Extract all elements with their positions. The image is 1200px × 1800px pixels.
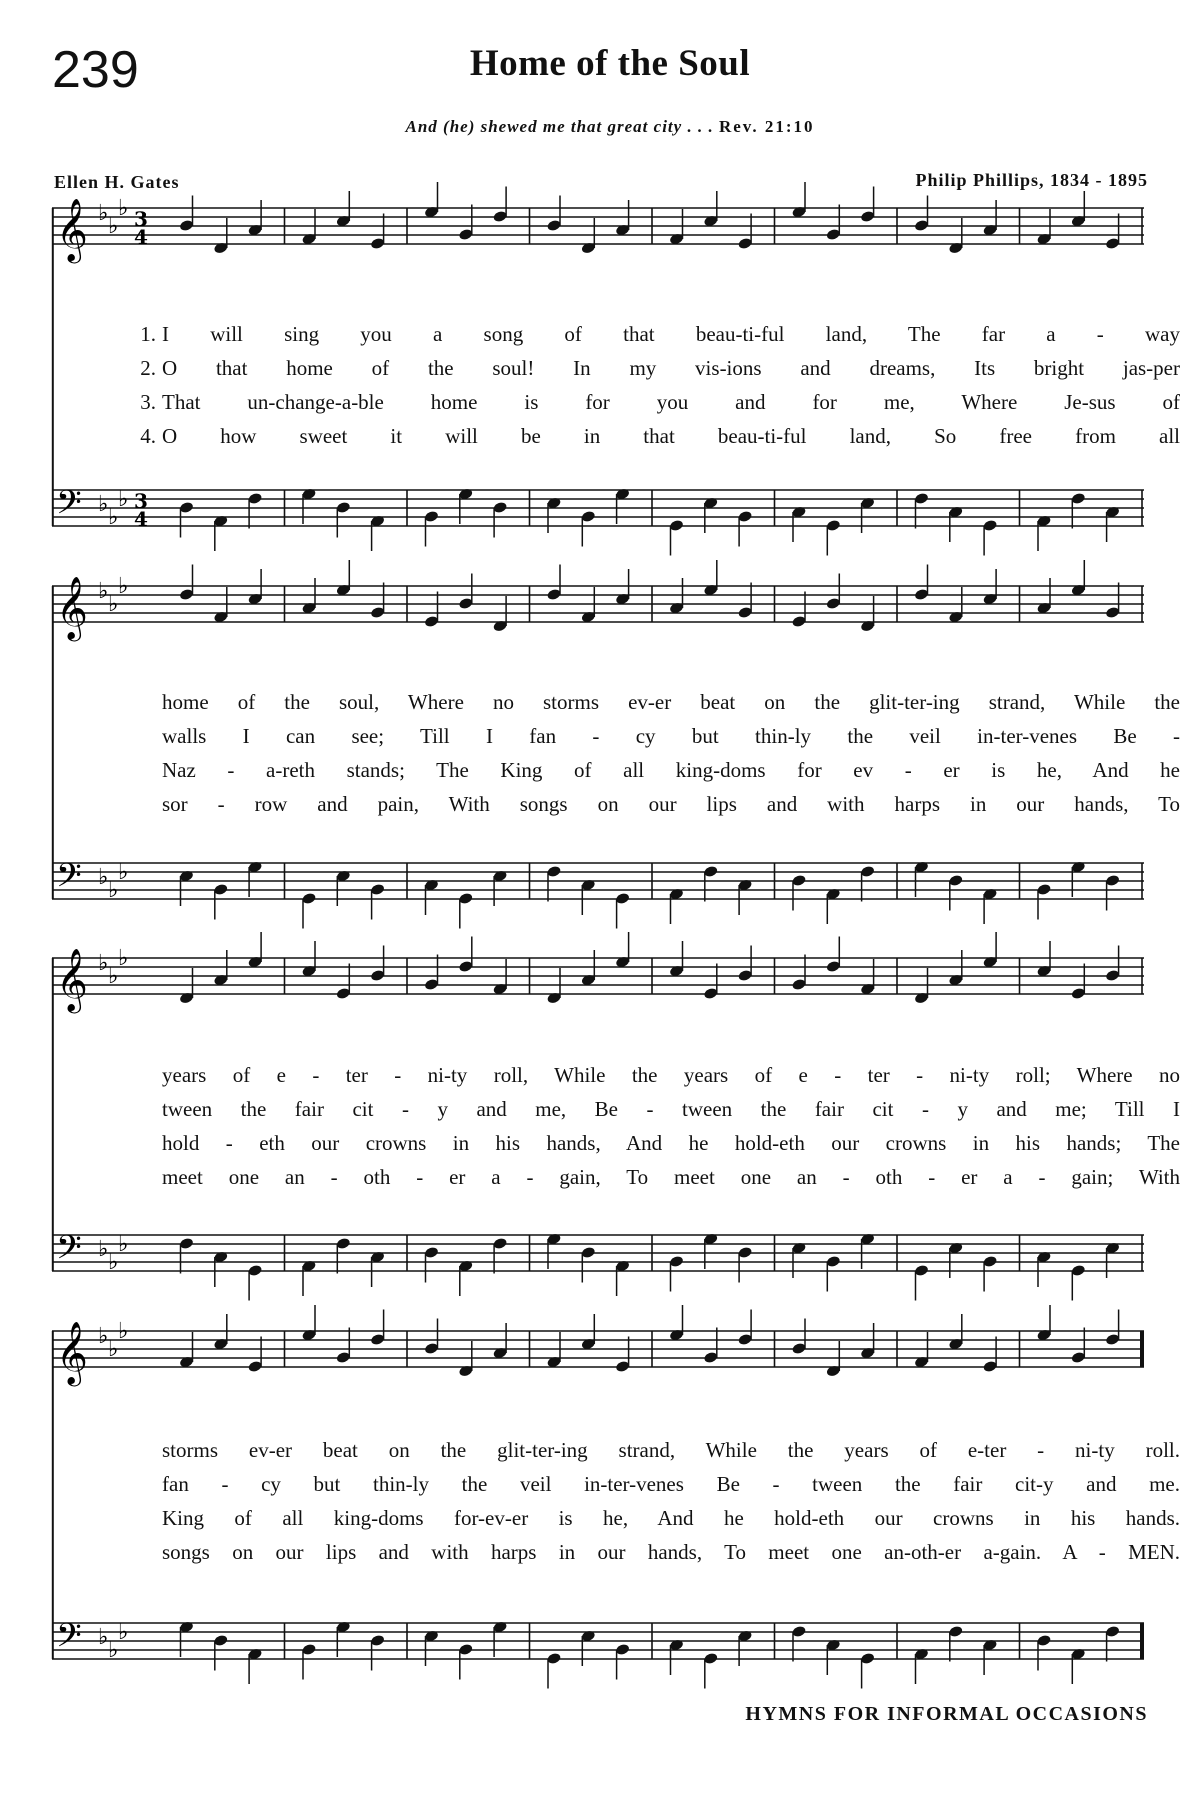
flat-icon: ♭ xyxy=(108,214,119,239)
flat-icon: ♭ xyxy=(98,1625,109,1650)
verse-line: 2. O that home of the soul! In my vis-ions and dreams, Its bright jas-per xyxy=(140,356,1180,380)
hymn-title: Home of the Soul xyxy=(469,43,751,84)
music-system-3 xyxy=(52,946,1180,1295)
bass-clef-icon: 𝄢 xyxy=(56,857,82,903)
flat-icon: ♭ xyxy=(108,1638,119,1663)
hymn-number: 239 xyxy=(52,41,139,99)
verse-block-3 xyxy=(122,1058,1180,1194)
verse-block-1 xyxy=(122,317,1180,453)
flat-icon: ♭ xyxy=(108,1250,119,1275)
flat-icon: ♭ xyxy=(118,1232,129,1257)
flat-icon: ♭ xyxy=(118,574,129,599)
flat-icon: ♭ xyxy=(118,196,129,221)
flat-icon: ♭ xyxy=(98,865,109,890)
flat-icon: ♭ xyxy=(98,951,109,976)
music-system-4 xyxy=(52,1319,1180,1683)
treble-clef-icon: 𝄞 xyxy=(56,198,88,261)
flat-icon: ♭ xyxy=(108,592,119,617)
verse-line: 1. I will sing you a song of that beau-ti-ful land, The far a - way xyxy=(140,322,1180,346)
flat-icon: ♭ xyxy=(118,1319,129,1344)
flat-icon: ♭ xyxy=(108,964,119,989)
treble-clef-icon: 𝄞 xyxy=(56,576,88,639)
verse-line: Naz - a-reth stands; The King of all king-doms for ev - er is he, And he xyxy=(162,758,1180,782)
verse-line: songs on our lips and with harps in our hands, To meet one an-oth-er a-gain. A - MEN. xyxy=(162,1540,1180,1564)
time-signature-treble-bottom: 4 xyxy=(134,225,148,249)
music-system-2 xyxy=(52,574,1180,923)
music-system-1 xyxy=(52,196,1180,550)
verse-block-4 xyxy=(122,1433,1180,1569)
flat-icon: ♭ xyxy=(108,878,119,903)
verse-line: storms ev-er beat on the glit-ter-ing strand, While the years of e-ter - ni-ty roll. xyxy=(162,1438,1180,1462)
flat-icon: ♭ xyxy=(118,1620,129,1645)
epigraph xyxy=(0,117,1200,137)
bass-clef-icon: 𝄢 xyxy=(56,1229,82,1275)
verse-line: sor - row and pain, With songs on our lips and with harps in our hands, To xyxy=(162,792,1180,816)
verse-line: 3. That un-change-a-ble home is for you and for me, Where Je-sus of xyxy=(140,390,1180,414)
flat-icon: ♭ xyxy=(118,946,129,971)
composer-credit: Philip Phillips, 1834 - 1895 xyxy=(915,170,1148,190)
time-signature-treble-top: 3 xyxy=(134,207,148,231)
bass-clef-icon: 𝄢 xyxy=(56,484,82,530)
time-signature-bass-top: 3 xyxy=(134,489,148,513)
treble-clef-icon: 𝄞 xyxy=(56,1321,88,1384)
verse-line: fan - cy but thin-ly the veil in-ter-venes Be - tween the fair cit-y and me. xyxy=(162,1472,1180,1496)
flat-icon: ♭ xyxy=(108,1337,119,1362)
flat-icon: ♭ xyxy=(98,492,109,517)
verse-line: King of all king-doms for-ev-er is he, And he hold-eth our crowns in his hands. xyxy=(162,1506,1180,1530)
verse-line: tween the fair cit - y and me, Be - tween the fair cit - y and me; Till I xyxy=(162,1097,1180,1121)
flat-icon: ♭ xyxy=(118,487,129,512)
book-section-footer: HYMNS FOR INFORMAL OCCASIONS xyxy=(745,1703,1148,1725)
flat-icon: ♭ xyxy=(98,579,109,604)
flat-icon: ♭ xyxy=(108,505,119,530)
verse-line: meet one an - oth - er a - gain, To meet one an - oth - er a - gain; With xyxy=(162,1165,1180,1189)
epigraph-text: And (he) shewed me that great city . . . xyxy=(405,117,714,136)
flat-icon: ♭ xyxy=(118,860,129,885)
verse-line: hold - eth our crowns in his hands, And he hold-eth our crowns in his hands; The xyxy=(162,1131,1180,1155)
flat-icon: ♭ xyxy=(98,1237,109,1262)
verse-line: home of the soul, Where no storms ev-er beat on the glit-ter-ing strand, While the xyxy=(162,690,1180,714)
verse-line: years of e - ter - ni-ty roll, While the years of e - ter - ni-ty roll; Where no xyxy=(162,1063,1180,1087)
author-credit: Ellen H. Gates xyxy=(54,172,180,192)
treble-clef-icon: 𝄞 xyxy=(56,948,88,1011)
verse-block-2 xyxy=(122,685,1180,821)
flat-icon: ♭ xyxy=(98,201,109,226)
verse-line: 4. O how sweet it will be in that beau-ti-ful land, So free from all xyxy=(140,424,1180,448)
epigraph-reference: Rev. 21:10 xyxy=(718,117,815,136)
bass-clef-icon: 𝄢 xyxy=(56,1617,82,1663)
flat-icon: ♭ xyxy=(98,1324,109,1349)
verse-line: walls I can see; Till I fan - cy but thin-ly the veil in-ter-venes Be - xyxy=(162,724,1180,748)
time-signature-bass-bottom: 4 xyxy=(134,507,148,531)
